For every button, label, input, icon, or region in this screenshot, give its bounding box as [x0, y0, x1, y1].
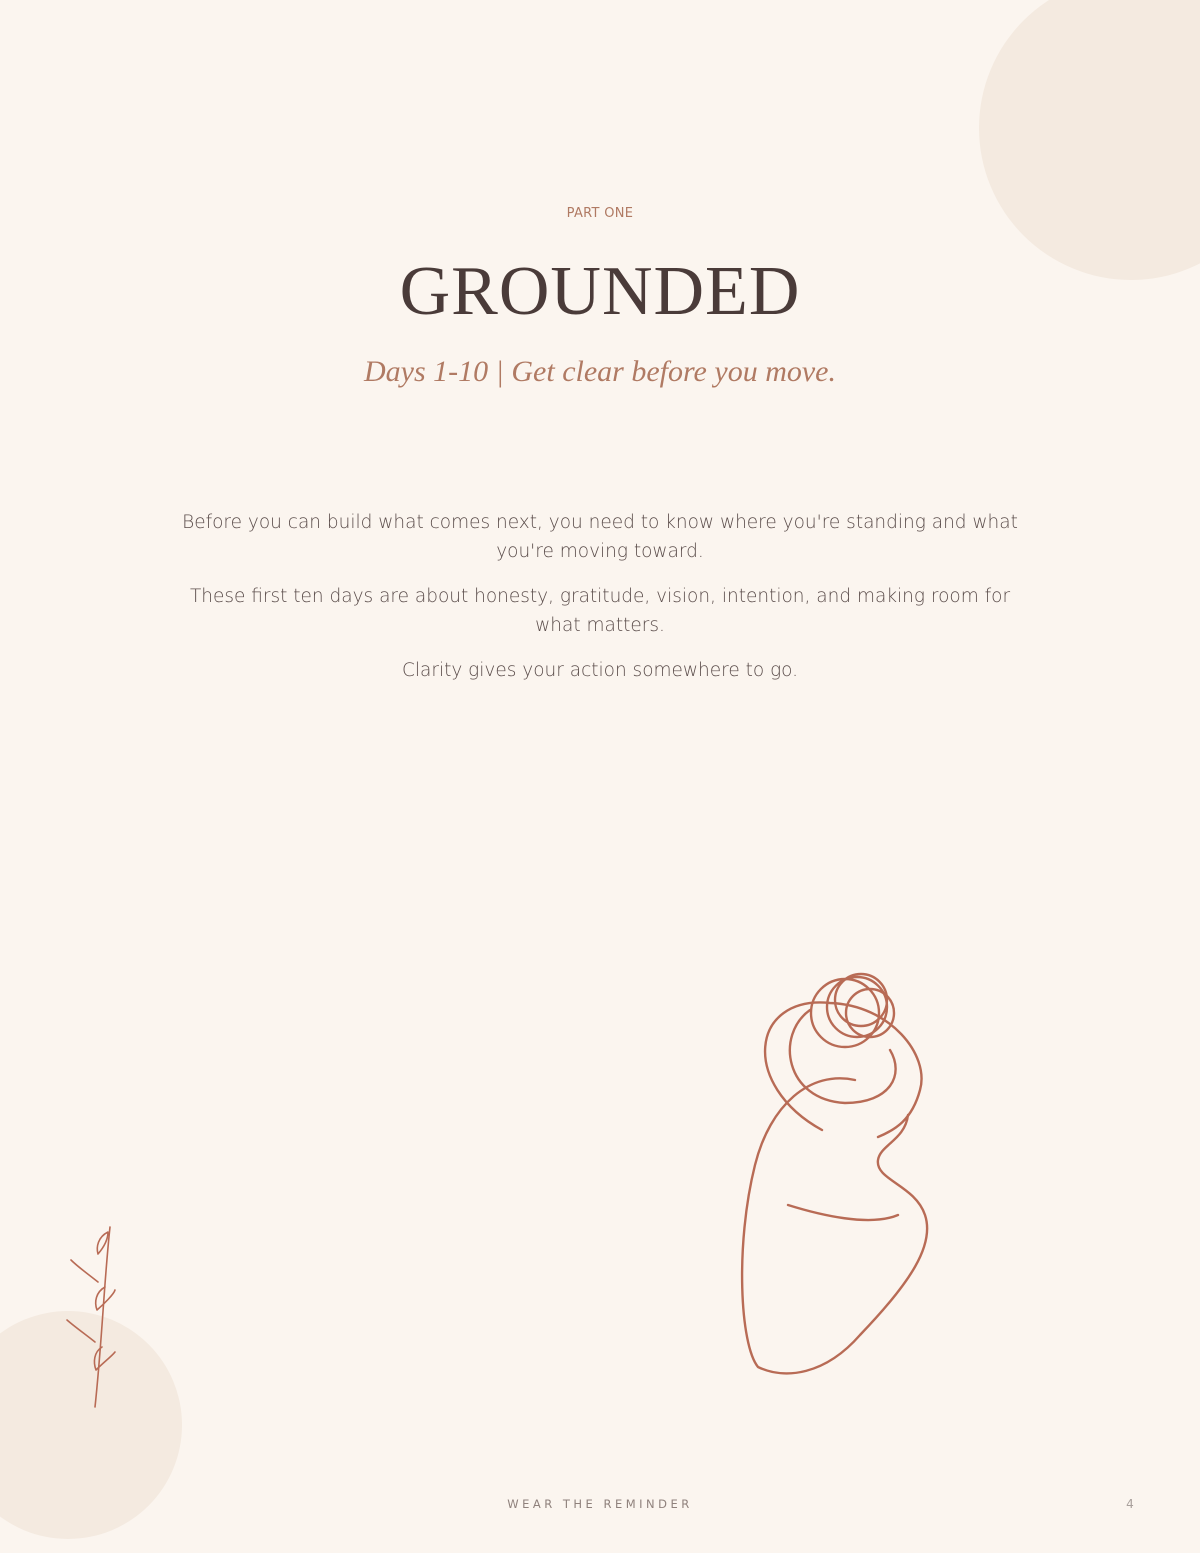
leaf-sprig-icon	[60, 1222, 125, 1412]
intro-paragraph: Clarity gives your action somewhere to go.	[401, 660, 799, 681]
part-label: PART ONE	[566, 206, 634, 221]
page-number: 4	[1126, 1497, 1134, 1511]
footer-brand: WEAR THE REMINDER	[507, 1497, 693, 1511]
woman-line-art-icon	[730, 965, 940, 1385]
page-title: GROUNDED	[399, 253, 801, 330]
intro-text	[180, 508, 1020, 701]
intro-paragraph: These first ten days are about honesty, gratitude, vision, intention, and making room for what matters.	[189, 586, 1011, 636]
decorative-circle-top-right	[979, 0, 1200, 280]
intro-paragraph: Before you can build what comes next, you need to know where you're standing and what you're moving toward.	[182, 512, 1018, 562]
page-subtitle: Days 1-10 | Get clear before you move.	[364, 355, 836, 388]
